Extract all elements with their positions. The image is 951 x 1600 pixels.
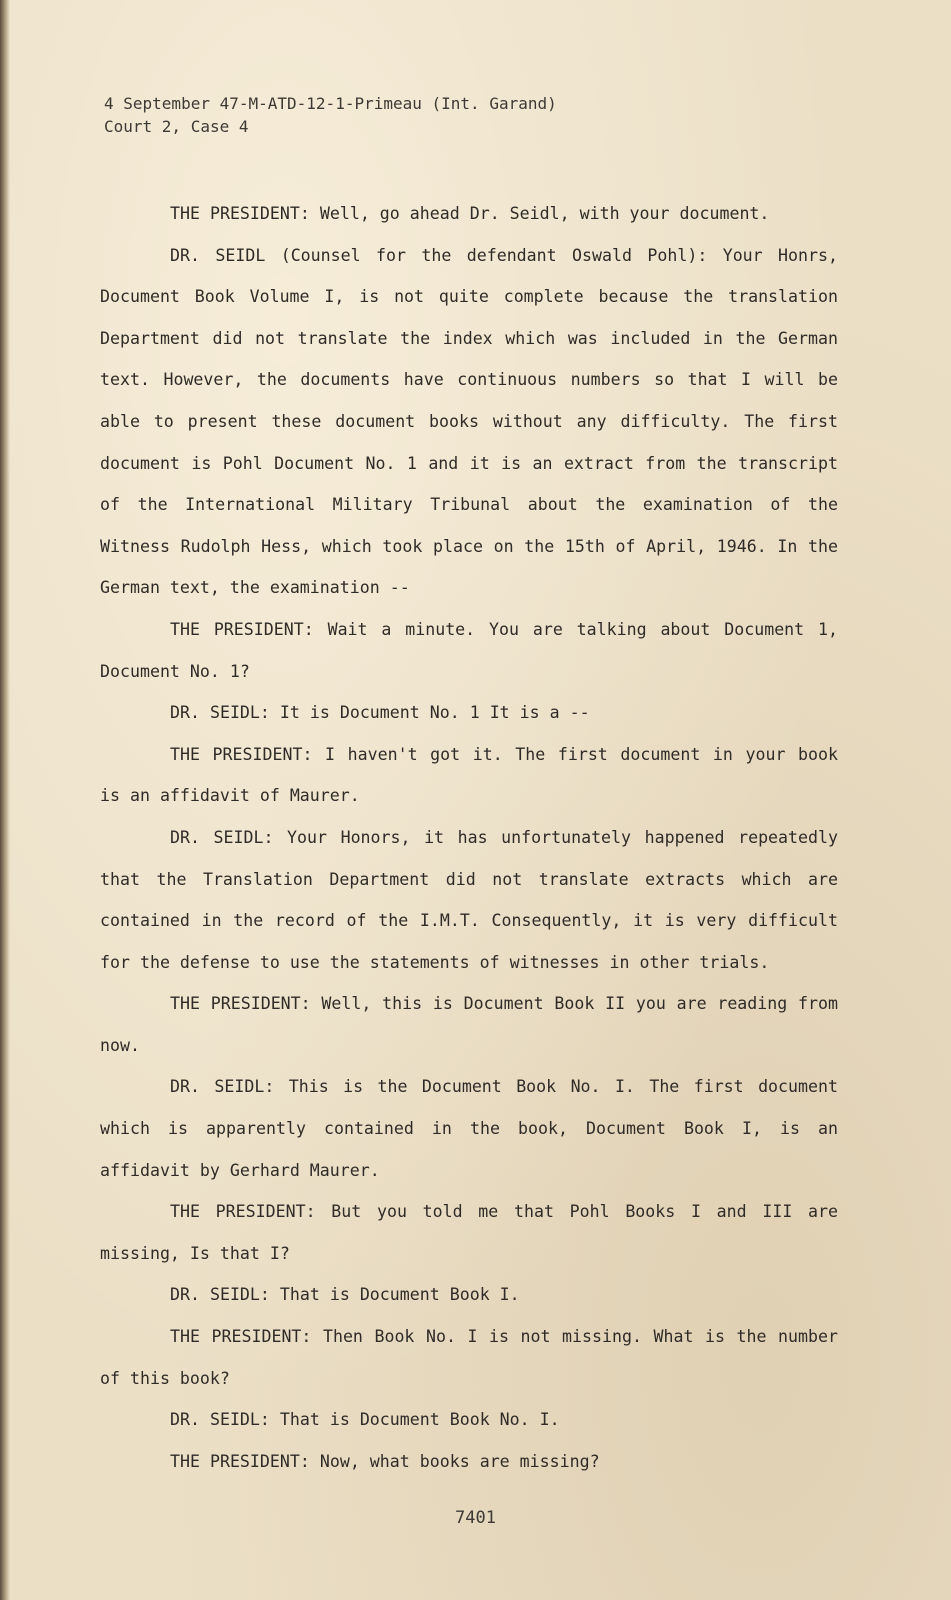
transcript-paragraph: DR. SEIDL: Your Honors, it has unfortunately happened repeatedly that the Translation Department did not translate extracts which are contained in the record of the I.M.T. Consequently, it is very difficult for the defense to use the statements of witnesses in other trials. [100, 827, 838, 972]
document-header [104, 92, 557, 138]
transcript-paragraph: THE PRESIDENT: Well, this is Document Book II you are reading from now. [100, 994, 838, 1055]
transcript-paragraph: THE PRESIDENT: I haven't got it. The first document in your book is an affidavit of Maurer. [100, 744, 838, 806]
transcript-paragraph: THE PRESIDENT: Wait a minute. You are talking about Document 1, Document No. 1? [100, 619, 838, 681]
transcript-paragraph: DR. SEIDL: That is Document Book I. [170, 1285, 520, 1305]
transcript-paragraph: THE PRESIDENT: Then Book No. I is not missing. What is the number of this book? [100, 1327, 838, 1388]
header-reference-line: 4 September 47-M-ATD-12-1-Primeau (Int. Garand) [104, 94, 557, 113]
transcript-paragraph: DR. SEIDL: This is the Document Book No. I. The first document which is apparently contained in the book, Document Book I, is an affidavit by Gerhard Maurer. [100, 1077, 838, 1180]
transcript-paragraph: THE PRESIDENT: But you told me that Pohl Books I and III are missing, Is that I? [100, 1202, 838, 1263]
transcript-paragraph: THE PRESIDENT: Well, go ahead Dr. Seidl, with your document. [170, 204, 770, 223]
transcript-paragraph: THE PRESIDENT: Now, what books are missing? [170, 1451, 600, 1471]
transcript-body [100, 193, 838, 1482]
transcript-paragraph: DR. SEIDL (Counsel for the defendant Oswald Pohl): Your Honrs, Document Book Volume I, is not quite complete because the translation Department did not translate the index which was included in the German text. However, the documents have continuous numbers so that I will be able to present these document books without any difficulty. The first document is Pohl Document No. 1 and it is an extract from the transcript of the International Military Tribunal about the examination of the Witness Rudolph Hess, which took place on the 15th of April, 1946. In the German text, the examination -- [100, 245, 838, 598]
transcript-paragraph: DR. SEIDL: That is Document Book No. I. [170, 1410, 560, 1430]
transcript-paragraph: DR. SEIDL: It is Document No. 1 It is a -- [170, 703, 590, 723]
page-number: 7401 [455, 1508, 496, 1528]
header-court-line: Court 2, Case 4 [104, 117, 249, 136]
